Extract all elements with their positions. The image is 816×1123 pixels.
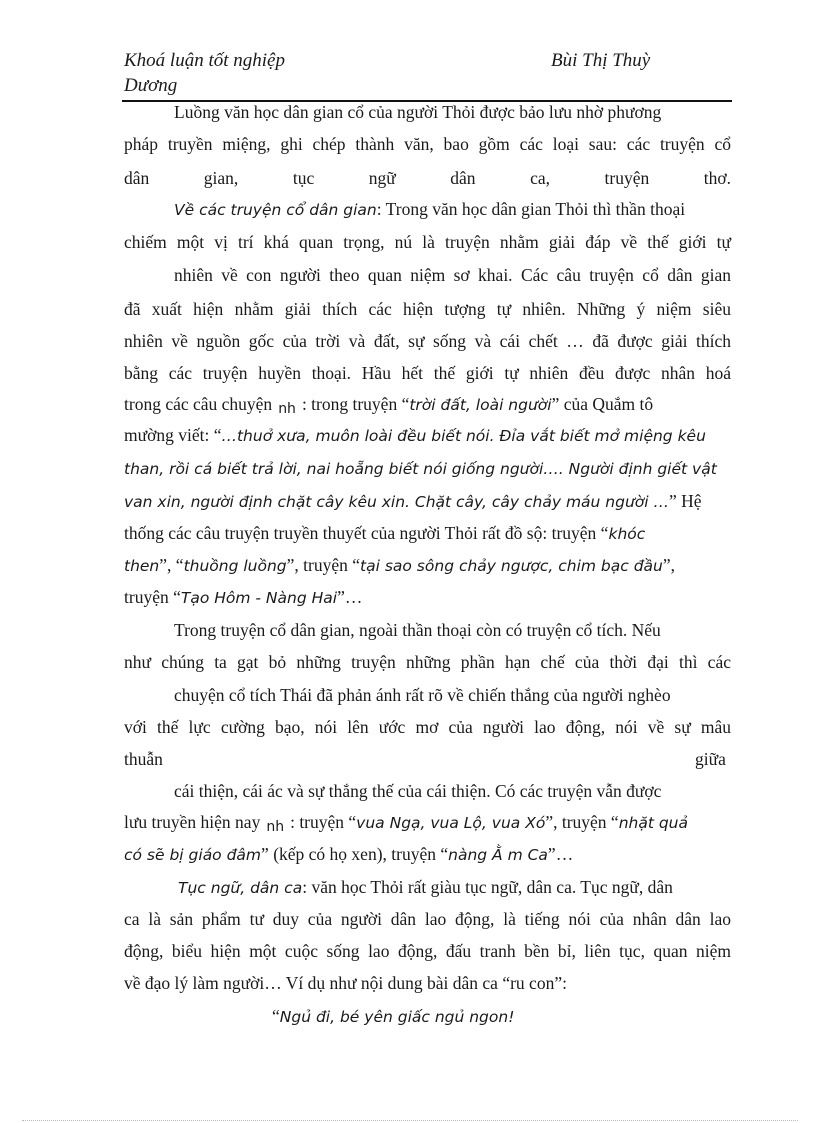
text: ”, truyện “ — [545, 812, 619, 832]
italic-text: vua Ngạ, vua Lộ, vua Xó — [356, 814, 546, 832]
italic-text: van xin, người định chặt cây kêu xin. Chặt cây, cây chảy máu người … — [124, 493, 669, 511]
line-06: nhiên về con người theo quan niệm sơ khai. Các câu truyện cổ dân gian — [174, 265, 731, 285]
line-15 — [124, 555, 675, 576]
italic-text: nàng Ằ m Ca — [448, 846, 548, 864]
line-21b: giữa — [695, 749, 726, 769]
line-21a: thuẫn — [124, 749, 163, 769]
line-13 — [124, 491, 702, 512]
line-14 — [124, 523, 645, 544]
italic-text: nhặt quả — [618, 814, 688, 832]
italic-text: Tạo Hôm - Nàng Hai — [180, 589, 338, 607]
italic-text: thuồng luồng — [183, 557, 287, 575]
line-08: nhiên về nguồn gốc của trời và đất, sự sống và cái chết … đã được giải thích — [124, 331, 731, 351]
text: lưu truyền hiện nay — [124, 812, 261, 832]
italic-text: than, rồi cá biết trả lời, nai hoẵng biết nói giống người…. Người định giết vật — [124, 460, 717, 478]
italic-text: có sẽ bị giáo đâm — [124, 846, 262, 864]
line-23 — [124, 812, 688, 834]
text: : truyện “ — [290, 812, 357, 832]
italic-text: then — [124, 557, 160, 575]
line-04 — [174, 199, 685, 220]
italic-text: Tục ngữ, dân ca — [178, 879, 303, 897]
text: : Trong văn học dân gian Thỏi thì thần thoại — [376, 199, 686, 219]
italic-text: Ngủ đi, bé yên giấc ngủ ngon! — [279, 1008, 515, 1026]
line-25 — [178, 877, 673, 898]
line-10 — [124, 394, 653, 416]
line-19: chuyện cổ tích Thái đã phản ánh rất rõ về chiến thắng của người nghèo — [174, 685, 671, 705]
line-16 — [124, 587, 362, 608]
line-24 — [124, 844, 573, 865]
page-edge-divider — [22, 1120, 798, 1121]
line-11 — [124, 425, 706, 446]
header-author: Bùi Thị Thuỳ — [551, 50, 651, 71]
text: : văn học Thỏi rất giàu tục ngữ, dân ca. Tục ngữ, dân — [302, 877, 673, 897]
text: nh — [278, 401, 296, 417]
line-22: cái thiện, cái ác và sự thắng thế của cái thiện. Có các truyện vẫn được — [174, 781, 662, 801]
italic-text: …thuở xưa, muôn loài đều biết nói. Đỉa vắt biết mở miệng kêu — [221, 427, 706, 445]
header-title-line2: Dương — [124, 75, 178, 96]
text: trong các câu chuyện — [124, 394, 273, 414]
text: thống các câu truyện truyền thuyết của người Thỏi rất đồ sộ: truyện “ — [124, 523, 609, 543]
text: nh — [266, 819, 285, 835]
text: ” Hệ — [669, 491, 702, 511]
line-07: đã xuất hiện nhằm giải thích các hiện tượng tự nhiên. Những ý niệm siêu — [124, 299, 731, 319]
text: : trong truyện “ — [301, 394, 410, 414]
italic-text: khóc — [608, 525, 646, 543]
line-12 — [124, 458, 717, 479]
text: mường viết: “ — [124, 425, 222, 445]
line-27: động, biểu hiện một cuộc sống lao động, đấu tranh bền bỉ, liên tục, quan niệm — [124, 941, 731, 961]
line-29 — [272, 1006, 514, 1027]
line-05: chiếm một vị trí khá quan trọng, nú là truyện nhằm giải đáp về thế giới tự — [124, 232, 731, 252]
text: ”… — [547, 844, 574, 864]
line-17: Trong truyện cổ dân gian, ngoài thần thoại còn có truyện cổ tích. Nếu — [174, 620, 661, 640]
text: ”, — [662, 555, 676, 575]
text: ” của Quắm tô — [551, 394, 654, 414]
line-03: dân gian, tục ngữ dân ca, truyện thơ. — [124, 168, 731, 188]
text: truyện “ — [124, 587, 181, 607]
text: ”, “ — [159, 555, 184, 575]
header-title: Khoá luận tốt nghiệp — [124, 50, 285, 71]
text: ”, truyện “ — [286, 555, 361, 575]
text: “ — [272, 1006, 280, 1026]
text: ”… — [337, 587, 363, 607]
line-02: pháp truyền miệng, ghi chép thành văn, bao gồm các loại sau: các truyện cổ — [124, 134, 731, 154]
line-01: Luồng văn học dân gian cổ của người Thỏi được bảo lưu nhờ phương — [174, 102, 662, 122]
italic-text: Về các truyện cổ dân gian — [174, 201, 377, 219]
line-28: về đạo lý làm người… Ví dụ như nội dung bài dân ca “ru con”: — [124, 973, 567, 993]
line-09: bằng các truyện huyền thoại. Hầu hết thế giới tự nhiên đều được nhân hoá — [124, 363, 731, 383]
line-26: ca là sản phẩm tư duy của người dân lao động, là tiếng nói của nhân dân lao — [124, 909, 731, 929]
italic-text: tại sao sông chảy ngược, chim bạc đầu — [360, 557, 663, 575]
line-20: với thế lực cường bạo, nói lên ước mơ của người lao động, nói về sự mâu — [124, 717, 731, 737]
italic-text: trời đất, loài người — [409, 396, 552, 414]
text: ” (kếp có họ xen), truyện “ — [261, 844, 449, 864]
line-18: như chúng ta gạt bỏ những truyện những phần hạn chế của thời đại thì các — [124, 652, 731, 672]
